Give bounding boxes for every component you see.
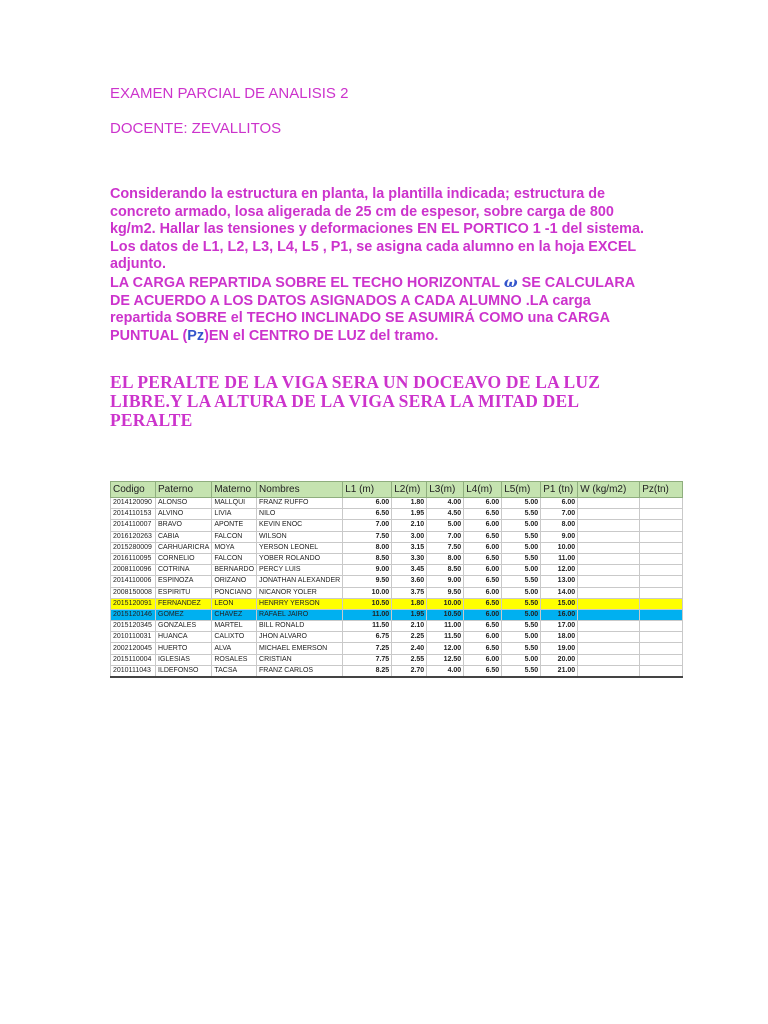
load-text-start: LA CARGA REPARTIDA SOBRE EL TECHO HORIZONTAL <box>110 274 504 291</box>
table-cell: 7.25 <box>343 643 392 654</box>
table-row <box>111 654 683 665</box>
table-cell: 5.00 <box>502 587 541 598</box>
table-cell: ALVINO <box>156 509 212 520</box>
table-cell: JONATHAN ALEXANDER <box>257 576 343 587</box>
table-cell: 9.00 <box>541 531 578 542</box>
column-header: L1 (m) <box>343 482 392 498</box>
table-cell <box>578 520 640 531</box>
table-cell: MARTEL <box>212 621 257 632</box>
table-cell: 4.00 <box>427 665 464 677</box>
table-cell: 8.50 <box>427 565 464 576</box>
table-cell: ILDEFONSO <box>156 665 212 677</box>
student-data-table <box>110 481 683 678</box>
load-text-middle: SE CALCULARA DE ACUERDO A LOS DATOS ASIGNADOS A CADA ALUMNO .LA carga repartida SOBRE el TECHO INCLINADO SE ASUMIRÁ COMO una CARGA PUNTUAL ( <box>110 274 635 344</box>
table-cell <box>640 576 683 587</box>
table-cell: 7.00 <box>427 531 464 542</box>
table-cell: 10.50 <box>427 609 464 620</box>
table-cell: 2010110031 <box>111 632 156 643</box>
table-cell <box>578 632 640 643</box>
table-cell <box>578 654 640 665</box>
table-cell <box>578 643 640 654</box>
table-row <box>111 665 683 677</box>
table-cell: IGLESIAS <box>156 654 212 665</box>
column-header: Nombres <box>257 482 343 498</box>
table-cell <box>578 542 640 553</box>
table-cell: 5.50 <box>502 553 541 564</box>
table-cell: 10.00 <box>427 598 464 609</box>
table-cell: 6.00 <box>464 520 502 531</box>
table-cell: 7.50 <box>427 542 464 553</box>
table-cell: JHON ALVARO <box>257 632 343 643</box>
table-cell: 2.55 <box>392 654 427 665</box>
column-header: W (kg/m2) <box>578 482 640 498</box>
table-cell <box>640 565 683 576</box>
table-cell: 3.30 <box>392 553 427 564</box>
table-cell: 16.00 <box>541 609 578 620</box>
table-cell <box>640 598 683 609</box>
table-cell <box>578 509 640 520</box>
table-cell <box>640 542 683 553</box>
table-cell <box>578 553 640 564</box>
table-row <box>111 531 683 542</box>
table-cell: 5.50 <box>502 509 541 520</box>
table-cell: FALCON <box>212 553 257 564</box>
table-cell: NILO <box>257 509 343 520</box>
instructions-paragraph-1: Considerando la estructura en planta, la plantilla indicada; estructura de concreto armado, losa aligerada de 25 cm de espesor, sobre carga de 800 kg/m2. Hallar las tensiones y deformaciones EN EL PORTICO 1 -1 del sistema. <box>110 186 644 238</box>
table-cell: 5.50 <box>502 531 541 542</box>
table-row <box>111 587 683 598</box>
table-cell <box>578 576 640 587</box>
table-cell: 18.00 <box>541 632 578 643</box>
table-cell: 9.50 <box>343 576 392 587</box>
table-cell: BRAVO <box>156 520 212 531</box>
table-cell: 6.50 <box>343 509 392 520</box>
table-cell: 7.00 <box>541 509 578 520</box>
table-cell: 3.45 <box>392 565 427 576</box>
table-cell: 8.50 <box>343 553 392 564</box>
table-cell <box>578 665 640 677</box>
table-cell: PONCIANO <box>212 587 257 598</box>
table-cell: 3.75 <box>392 587 427 598</box>
table-cell: MALLQUI <box>212 498 257 509</box>
column-header: Pz(tn) <box>640 482 683 498</box>
table-cell <box>640 654 683 665</box>
table-cell: CABIA <box>156 531 212 542</box>
table-cell: 5.00 <box>502 498 541 509</box>
table-cell: ESPIRITU <box>156 587 212 598</box>
table-cell: 12.00 <box>541 565 578 576</box>
table-cell: 5.50 <box>502 665 541 677</box>
table-cell: 6.50 <box>464 665 502 677</box>
table-cell: 6.00 <box>464 498 502 509</box>
table-row <box>111 609 683 620</box>
table-cell <box>640 531 683 542</box>
omega-symbol: ω <box>503 273 518 291</box>
table-cell: 6.00 <box>464 609 502 620</box>
column-header: L5(m) <box>502 482 541 498</box>
table-cell: 7.75 <box>343 654 392 665</box>
table-cell: 3.60 <box>392 576 427 587</box>
table-row <box>111 509 683 520</box>
table-cell: 2014110153 <box>111 509 156 520</box>
table-cell: 6.50 <box>464 621 502 632</box>
table-cell: 4.50 <box>427 509 464 520</box>
table-cell: 9.50 <box>427 587 464 598</box>
table-cell: 11.50 <box>343 621 392 632</box>
table-cell <box>578 587 640 598</box>
table-cell: 2016120263 <box>111 531 156 542</box>
exam-title: EXAMEN PARCIAL DE ANALISIS 2 <box>110 85 349 102</box>
table-cell <box>578 565 640 576</box>
table-cell: PERCY LUIS <box>257 565 343 576</box>
table-cell: 2.70 <box>392 665 427 677</box>
pz-symbol: Pz <box>187 327 205 344</box>
table-cell: 11.50 <box>427 632 464 643</box>
column-header: Codigo <box>111 482 156 498</box>
table-cell: 8.00 <box>427 553 464 564</box>
table-cell: 5.00 <box>427 520 464 531</box>
table-cell: APONTE <box>212 520 257 531</box>
table-cell: FERNANDEZ <box>156 598 212 609</box>
table-cell: 6.50 <box>464 509 502 520</box>
table-cell: 3.00 <box>392 531 427 542</box>
column-header: L2(m) <box>392 482 427 498</box>
column-header: L4(m) <box>464 482 502 498</box>
column-header: Paterno <box>156 482 212 498</box>
table-cell: 1.95 <box>392 609 427 620</box>
table-cell: 10.00 <box>343 587 392 598</box>
table-cell: 21.00 <box>541 665 578 677</box>
table-cell: 6.50 <box>464 531 502 542</box>
table-cell: 2008150008 <box>111 587 156 598</box>
table-cell <box>640 520 683 531</box>
table-row <box>111 553 683 564</box>
table-cell: 5.50 <box>502 598 541 609</box>
table-cell: 1.95 <box>392 509 427 520</box>
column-header: Materno <box>212 482 257 498</box>
table-cell: GOMEZ <box>156 609 212 620</box>
docente-line: DOCENTE: ZEVALLITOS <box>110 120 282 137</box>
table-cell: 2.10 <box>392 520 427 531</box>
table-cell: 5.00 <box>502 542 541 553</box>
table-row <box>111 498 683 509</box>
table-cell: 5.50 <box>502 576 541 587</box>
table-cell: 2014110006 <box>111 576 156 587</box>
table-cell: TACSA <box>212 665 257 677</box>
table-cell: 13.00 <box>541 576 578 587</box>
instructions-paragraph-3 <box>110 274 655 345</box>
table-cell: 9.00 <box>427 576 464 587</box>
table-cell: 2.25 <box>392 632 427 643</box>
table-cell: ROSALES <box>212 654 257 665</box>
table-cell: 8.25 <box>343 665 392 677</box>
table-cell <box>640 665 683 677</box>
table-cell: 2015120146 <box>111 609 156 620</box>
table-cell: 10.00 <box>541 542 578 553</box>
column-header: P1 (tn) <box>541 482 578 498</box>
table-cell: CORNELIO <box>156 553 212 564</box>
peralte-note: EL PERALTE DE LA VIGA SERA UN DOCEAVO DE LA LUZ LIBRE.Y LA ALTURA DE LA VIGA SERA LA MITAD DEL PERALTE <box>110 372 601 430</box>
table-cell: CRISTIAN <box>257 654 343 665</box>
table-cell: BERNARDO <box>212 565 257 576</box>
table-cell: 6.50 <box>464 598 502 609</box>
table-cell: 2015110004 <box>111 654 156 665</box>
table-cell: CALIXTO <box>212 632 257 643</box>
table-cell: 2015280009 <box>111 542 156 553</box>
table-cell: MOYA <box>212 542 257 553</box>
table-cell <box>640 587 683 598</box>
table-row <box>111 576 683 587</box>
table-cell <box>640 632 683 643</box>
table-cell: 6.00 <box>541 498 578 509</box>
table-cell <box>578 621 640 632</box>
table-cell: 2008110096 <box>111 565 156 576</box>
column-header: L3(m) <box>427 482 464 498</box>
table-cell: 2014110007 <box>111 520 156 531</box>
table-cell: RAFAEL JAIRO <box>257 609 343 620</box>
instructions-block <box>110 186 655 345</box>
table-cell: 5.00 <box>502 520 541 531</box>
table-cell: WILSON <box>257 531 343 542</box>
table-cell: 8.00 <box>541 520 578 531</box>
table-cell: 6.50 <box>464 576 502 587</box>
table-cell: 1.80 <box>392 598 427 609</box>
table-cell: 11.00 <box>541 553 578 564</box>
table-cell: 12.50 <box>427 654 464 665</box>
table-cell: 6.50 <box>464 643 502 654</box>
table-cell: NICANOR YOLER <box>257 587 343 598</box>
table-cell: BILL RONALD <box>257 621 343 632</box>
table-cell: LIVIA <box>212 509 257 520</box>
table-cell: 6.00 <box>343 498 392 509</box>
table-row <box>111 520 683 531</box>
table-cell: 10.50 <box>343 598 392 609</box>
table-cell: 20.00 <box>541 654 578 665</box>
table-cell: YERSON LEONEL <box>257 542 343 553</box>
table-cell <box>578 498 640 509</box>
table-cell: KEVIN ENOC <box>257 520 343 531</box>
table-cell: HENRRY YERSON <box>257 598 343 609</box>
table-cell: GONZALES <box>156 621 212 632</box>
table-cell: 2.40 <box>392 643 427 654</box>
table-row <box>111 598 683 609</box>
table-cell: YOBER ROLANDO <box>257 553 343 564</box>
table-cell <box>578 531 640 542</box>
table-cell <box>640 621 683 632</box>
table-cell: COTRINA <box>156 565 212 576</box>
table-cell <box>640 609 683 620</box>
table-cell: CARHUARICRA <box>156 542 212 553</box>
table-cell <box>640 509 683 520</box>
table-cell: 2016110095 <box>111 553 156 564</box>
table-cell: HUERTO <box>156 643 212 654</box>
table-cell: 17.00 <box>541 621 578 632</box>
table-cell: FALCON <box>212 531 257 542</box>
table-cell <box>640 643 683 654</box>
table-cell: 6.75 <box>343 632 392 643</box>
table-cell: 5.50 <box>502 621 541 632</box>
table-row <box>111 632 683 643</box>
table-cell: ORIZANO <box>212 576 257 587</box>
table-cell: 7.50 <box>343 531 392 542</box>
instructions-paragraph-2: Los datos de L1, L2, L3, L4, L5 , P1, se asigna cada alumno en la hoja EXCEL adjunto. <box>110 238 636 273</box>
table-cell: 7.00 <box>343 520 392 531</box>
table-cell: 6.00 <box>464 632 502 643</box>
table-cell: 15.00 <box>541 598 578 609</box>
table-cell: 4.00 <box>427 498 464 509</box>
table-row <box>111 621 683 632</box>
table-cell: FRANZ RUFFO <box>257 498 343 509</box>
table-cell: 6.50 <box>464 553 502 564</box>
table-row <box>111 643 683 654</box>
table-cell: 8.00 <box>343 542 392 553</box>
table-cell: 12.00 <box>427 643 464 654</box>
table-cell <box>640 553 683 564</box>
table-cell: 19.00 <box>541 643 578 654</box>
table-row <box>111 542 683 553</box>
table-cell: 14.00 <box>541 587 578 598</box>
table-cell: 11.00 <box>427 621 464 632</box>
table-cell: ALONSO <box>156 498 212 509</box>
table-row <box>111 565 683 576</box>
table-cell: 11.00 <box>343 609 392 620</box>
table-cell: ALVA <box>212 643 257 654</box>
table-cell: 5.00 <box>502 565 541 576</box>
table-cell: 2015120091 <box>111 598 156 609</box>
table-cell: 6.00 <box>464 565 502 576</box>
table-cell: 2014120090 <box>111 498 156 509</box>
table-cell: 9.00 <box>343 565 392 576</box>
table-cell: ESPINOZA <box>156 576 212 587</box>
table-header-row <box>111 482 683 498</box>
table-cell: 2002120045 <box>111 643 156 654</box>
table-cell <box>640 498 683 509</box>
table-cell: 6.00 <box>464 654 502 665</box>
table-cell: 5.00 <box>502 632 541 643</box>
table-cell <box>578 598 640 609</box>
table-cell: 3.15 <box>392 542 427 553</box>
table-cell: FRANZ CARLOS <box>257 665 343 677</box>
table-cell: 2010111043 <box>111 665 156 677</box>
table-cell: 2.10 <box>392 621 427 632</box>
table-cell: 1.80 <box>392 498 427 509</box>
table-cell: 5.00 <box>502 654 541 665</box>
table-cell <box>578 609 640 620</box>
table-cell: 5.50 <box>502 643 541 654</box>
table-cell: LEON <box>212 598 257 609</box>
load-text-end: )EN el CENTRO DE LUZ del tramo. <box>204 327 439 344</box>
table-cell: 6.00 <box>464 542 502 553</box>
table-cell: HUANCA <box>156 632 212 643</box>
table-cell: CHAVEZ <box>212 609 257 620</box>
table-cell: 2015120345 <box>111 621 156 632</box>
table-cell: 6.00 <box>464 587 502 598</box>
table-cell: MICHAEL EMERSON <box>257 643 343 654</box>
table-cell: 5.00 <box>502 609 541 620</box>
